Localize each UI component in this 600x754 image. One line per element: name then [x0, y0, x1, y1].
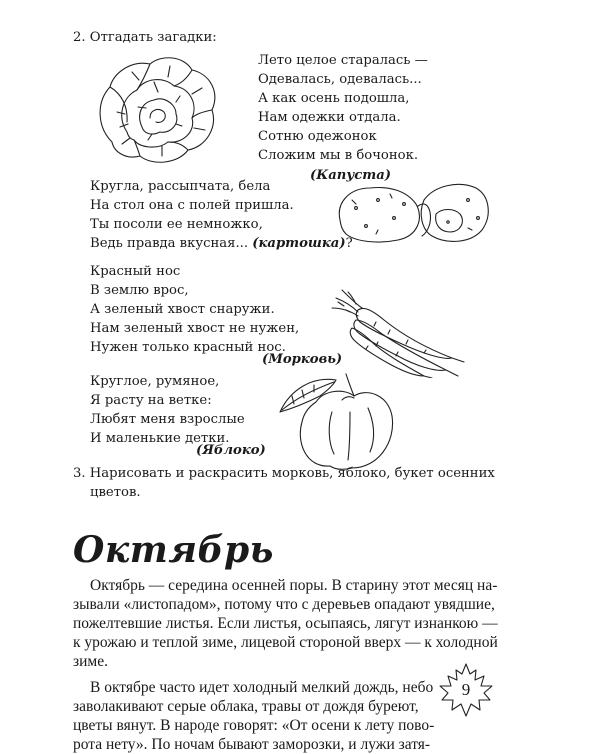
page-number: 9 — [461, 680, 471, 699]
riddle2-line: Кругла, рассыпчата, бела — [90, 179, 271, 194]
october-para2-line: заволакивают серые облака, травы от дождя буреют, — [73, 698, 419, 715]
riddle3-answer: (Морковь) — [262, 352, 343, 367]
task3-line: 3. Нарисовать и раскрасить морковь, яблоко, букет осенних — [73, 466, 495, 481]
riddle3-line: А зеленый хвост снаружи. — [90, 302, 275, 317]
riddle1-line: Сотню одежонок — [258, 129, 377, 144]
october-para1-line: Октябрь — середина осенней поры. В старину этот месяц на- — [90, 577, 498, 594]
riddle1-line: Лето целое старалась — — [258, 53, 428, 68]
october-para1-line: к урожаю и теплой зиме, лицевой стороной вверх — к холодной — [73, 634, 498, 651]
october-para1-line: зывали «листопадом», потому что с деревьев опадают увядшие, — [73, 596, 495, 613]
riddle2-line: На стол она с полей пришла. — [90, 198, 294, 213]
october-para2-line: В октябре часто идет холодный мелкий дождь, небо — [90, 679, 434, 696]
task3-line: цветов. — [90, 485, 141, 500]
riddle4-line: Круглое, румяное, — [90, 374, 220, 389]
riddle3-line: Нужен только красный нос. — [90, 340, 286, 355]
riddle1-answer: (Капуста) — [310, 168, 392, 183]
riddle1-line: Одевалась, одевалась... — [258, 72, 422, 87]
riddle1-line: Нам одежки отдала. — [258, 110, 401, 125]
october-para1-line: пожелтевшие листья. Если листья, осыпаясь, лягут изнанкою — — [73, 615, 498, 632]
riddle4-line: Я расту на ветке: — [90, 393, 212, 408]
task2-heading: 2. Отгадать загадки: — [73, 30, 217, 45]
page-number-badge — [438, 662, 494, 718]
riddle4-answer: (Яблоко) — [196, 443, 266, 458]
riddle1-line: Сложим мы в бочонок. — [258, 148, 419, 163]
riddle4-line: И маленькие детки. — [90, 431, 230, 446]
riddle2-line: Ведь правда вкусная... (картошка)? — [90, 236, 353, 251]
riddle2-answer: (картошка) — [252, 236, 346, 251]
october-para2-line: рота нету». По ночам бывают заморозки, и лужи затя- — [73, 736, 431, 753]
riddle3-line: В землю врос, — [90, 283, 189, 298]
carrot-illustration — [328, 288, 468, 378]
section-title: Октябрь — [73, 529, 274, 571]
apple-illustration — [272, 372, 402, 472]
october-para1-line: зиме. — [73, 653, 108, 670]
riddle2-tail: ? — [345, 236, 353, 251]
cabbage-illustration — [92, 52, 222, 172]
riddle3-line: Нам зеленый хвост не нужен, — [90, 321, 300, 336]
riddle2-line: Ты посоли ее немножко, — [90, 217, 263, 232]
riddle1-line: А как осень подошла, — [258, 91, 410, 106]
potato-illustration — [332, 178, 492, 248]
riddle3-line: Красный нос — [90, 264, 181, 279]
riddle4-line: Любят меня взрослые — [90, 412, 245, 427]
october-para2-line: цветы вянут. В народе говорят: «От осени к лету пово- — [73, 717, 435, 734]
